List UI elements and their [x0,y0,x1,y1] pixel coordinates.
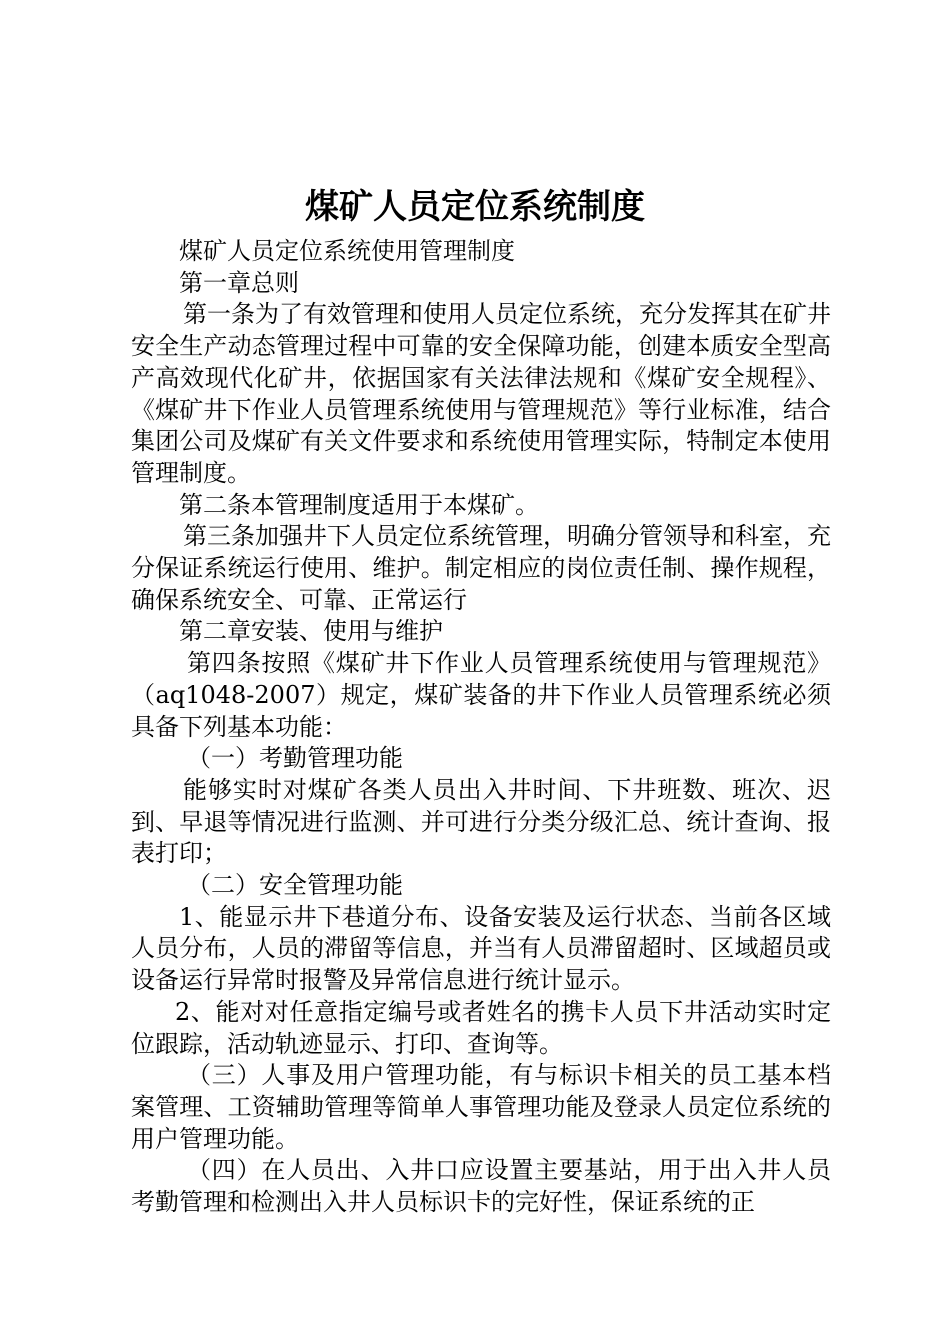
chapter-heading: 第一章总则 [179,268,299,297]
list-paragraph: 能够实时对煤矿各类人员出入井时间、下井班数、班次、迟到、早退等情况进行监测、并可进行分类分级汇总、统计查询、报表打印； [131,775,831,868]
list-paragraph: 1、能显示井下巷道分布、设备安装及运行状态、当前各区域人员分布，人员的滞留等信息，并当有人员滞留超时、区域超员或设备运行异常时报警及异常信息进行统计显示。 [131,902,831,995]
document-body [131,236,831,1219]
document-title: 煤矿人员定位系统制度 [305,187,645,227]
list-paragraph: （三）人事及用户管理功能，有与标识卡相关的员工基本档案管理、工资辅助管理等简单人事管理功能及登录人员定位系统的用户管理功能。 [131,1061,831,1153]
section-heading: （一）考勤管理功能 [187,744,403,773]
section-heading: （二）安全管理功能 [187,871,403,900]
article-paragraph: 第二条本管理制度适用于本煤矿。 [179,490,539,519]
article-paragraph: 第一条为了有效管理和使用人员定位系统，充分发挥其在矿井安全生产动态管理过程中可靠的安全保障功能，创建本质安全型高产高效现代化矿井，依据国家有关法律法规和《煤矿安全规程》、《煤矿井下作业人员管理系统使用与管理规范》等行业标准，结合集团公司及煤矿有关文件要求和系统使用管理实际，特制定本使用管理制度。 [131,300,831,487]
article-paragraph: 第四条按照《煤矿井下作业人员管理系统使用与管理规范》（aq1048-2007）规定，煤矿装备的井下作业人员管理系统必须具备下列基本功能： [131,649,831,741]
list-paragraph: 2、能对对任意指定编号或者姓名的携卡人员下井活动实时定位跟踪，活动轨迹显示、打印、查询等。 [131,997,831,1058]
article-paragraph: 第三条加强井下人员定位系统管理，明确分管领导和科室，充分保证系统运行使用、维护。制定相应的岗位责任制、操作规程，确保系统安全、可靠、正常运行 [131,522,831,614]
chapter-heading: 第二章安装、使用与维护 [179,617,443,646]
paragraph-subtitle: 煤矿人员定位系统使用管理制度 [179,237,515,265]
list-paragraph: （四）在人员出、入井口应设置主要基站，用于出入井人员考勤管理和检测出入井人员标识卡的完好性，保证系统的正 [131,1156,831,1217]
